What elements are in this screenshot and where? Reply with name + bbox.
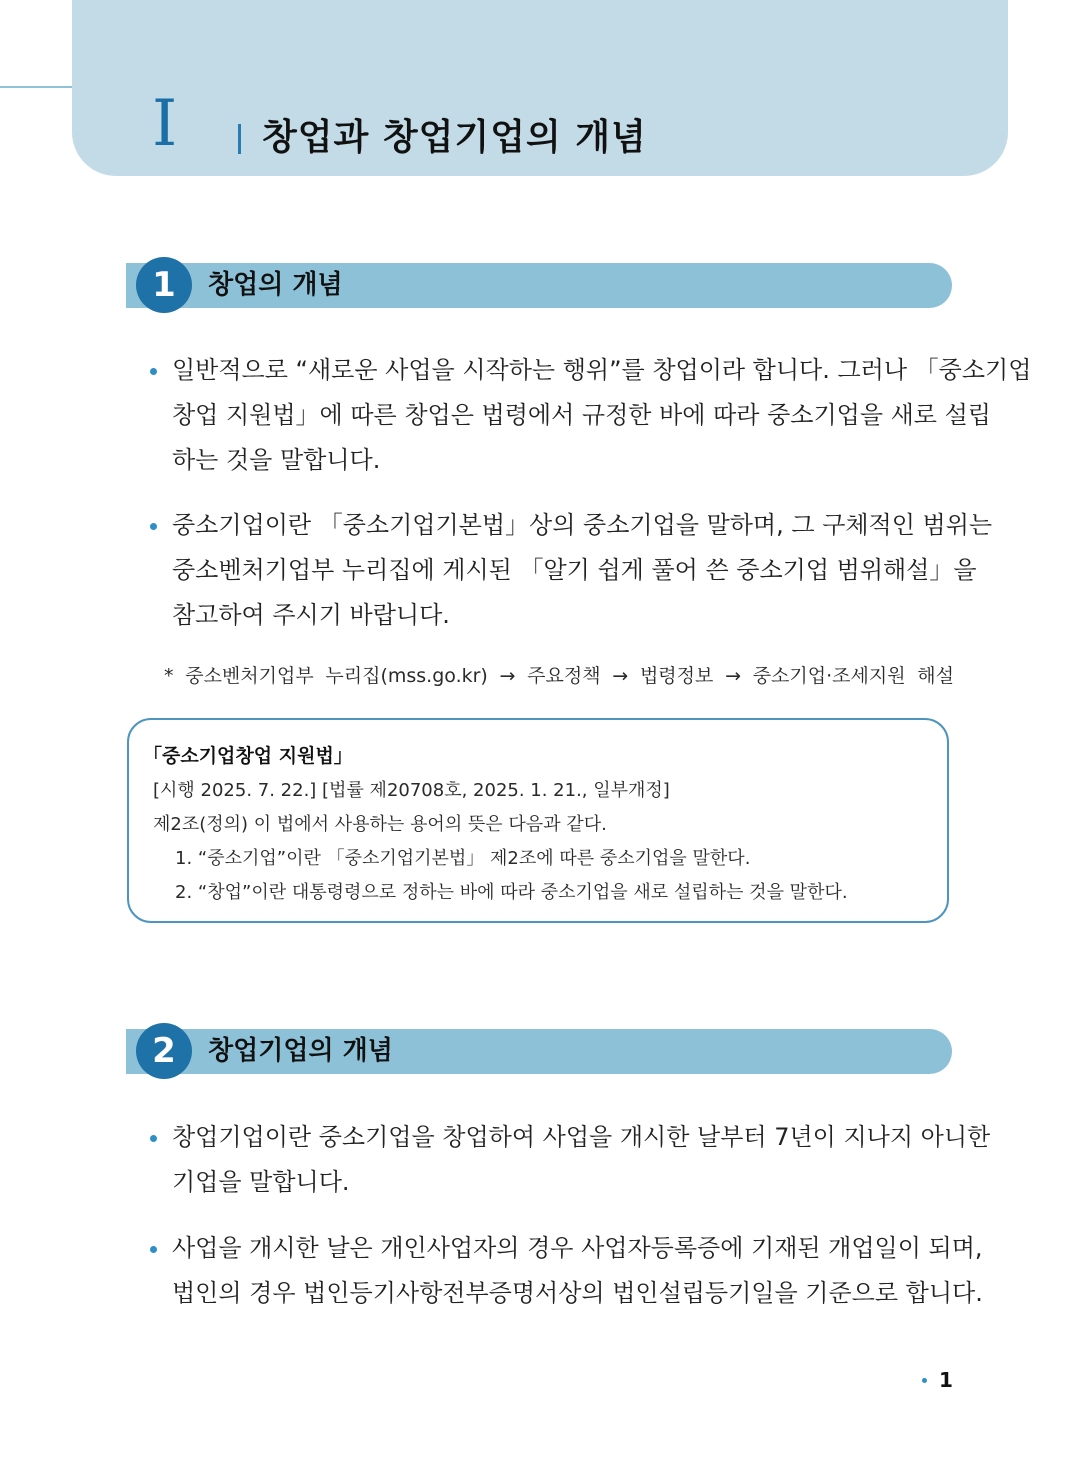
section-title: 창업기업의 개념	[208, 1036, 393, 1066]
section-number-badge: 2	[136, 1023, 192, 1079]
section-number-badge: 1	[136, 257, 192, 313]
bullet-dot-icon	[150, 368, 157, 375]
law-item-2: 2. “창업”이란 대통령령으로 정하는 바에 따라 중소기업을 새로 설립하는 것을 말한다.	[175, 882, 848, 903]
paragraph-line: 사업을 개시한 날은 개인사업자의 경우 사업자등록증에 기재된 개업일이 되며,	[172, 1234, 983, 1262]
bullet-paragraph	[150, 348, 1032, 483]
chapter-numeral: I	[152, 87, 178, 161]
law-enforcement-line: [시행 2025. 7. 22.] [법률 제20708호, 2025. 1. 21., 일부개정]	[153, 780, 670, 801]
law-excerpt-box	[127, 718, 949, 923]
paragraph-line: 법인의 경우 법인등기사항전부증명서상의 법인설립등기일을 기준으로 합니다.	[172, 1279, 983, 1307]
paragraph-line: 참고하여 주시기 바랍니다.	[172, 601, 450, 629]
bullet-paragraph	[150, 503, 993, 638]
chapter-title: 창업과 창업기업의 개념	[262, 117, 647, 158]
law-article-line: 제2조(정의) 이 법에서 사용하는 용어의 뜻은 다음과 같다.	[153, 814, 607, 835]
section-header-2	[126, 1029, 952, 1074]
chapter-divider	[238, 124, 241, 154]
paragraph-line: 창업 지원법」에 따른 창업은 법령에서 규정한 바에 따라 중소기업을 새로 설립	[172, 401, 991, 429]
paragraph-line: 창업기업이란 중소기업을 창업하여 사업을 개시한 날부터 7년이 지나지 아니한	[172, 1123, 991, 1151]
paragraph-line: 하는 것을 말합니다.	[172, 446, 381, 474]
page-number	[922, 1368, 953, 1392]
law-title: 「중소기업창업 지원법」	[143, 745, 353, 767]
law-item-1: 1. “중소기업”이란 「중소기업기본법」 제2조에 따른 중소기업을 말한다.	[175, 848, 751, 869]
header-rule	[0, 86, 72, 88]
footnote: * 중소벤처기업부 누리집(mss.go.kr) → 주요정책 → 법령정보 → 중소기업·조세지원 해설	[164, 665, 954, 687]
section-header-1	[126, 263, 952, 308]
bullet-dot-icon	[150, 523, 157, 530]
bullet-paragraph	[150, 1115, 991, 1205]
bullet-dot-icon	[150, 1246, 157, 1253]
paragraph-line: 일반적으로 “새로운 사업을 시작하는 행위”를 창업이라 합니다. 그러나 「중소기업	[172, 356, 1032, 384]
bullet-paragraph	[150, 1226, 983, 1316]
paragraph-line: 중소벤처기업부 누리집에 게시된 「알기 쉽게 풀어 쓴 중소기업 범위해설」을	[172, 556, 977, 584]
paragraph-line: 중소기업이란 「중소기업기본법」상의 중소기업을 말하며, 그 구체적인 범위는	[172, 511, 993, 539]
page-dot-icon	[922, 1378, 927, 1383]
paragraph-line: 기업을 말합니다.	[172, 1168, 350, 1196]
page-number-value: 1	[939, 1368, 953, 1392]
section-title: 창업의 개념	[208, 270, 343, 300]
bullet-dot-icon	[150, 1135, 157, 1142]
